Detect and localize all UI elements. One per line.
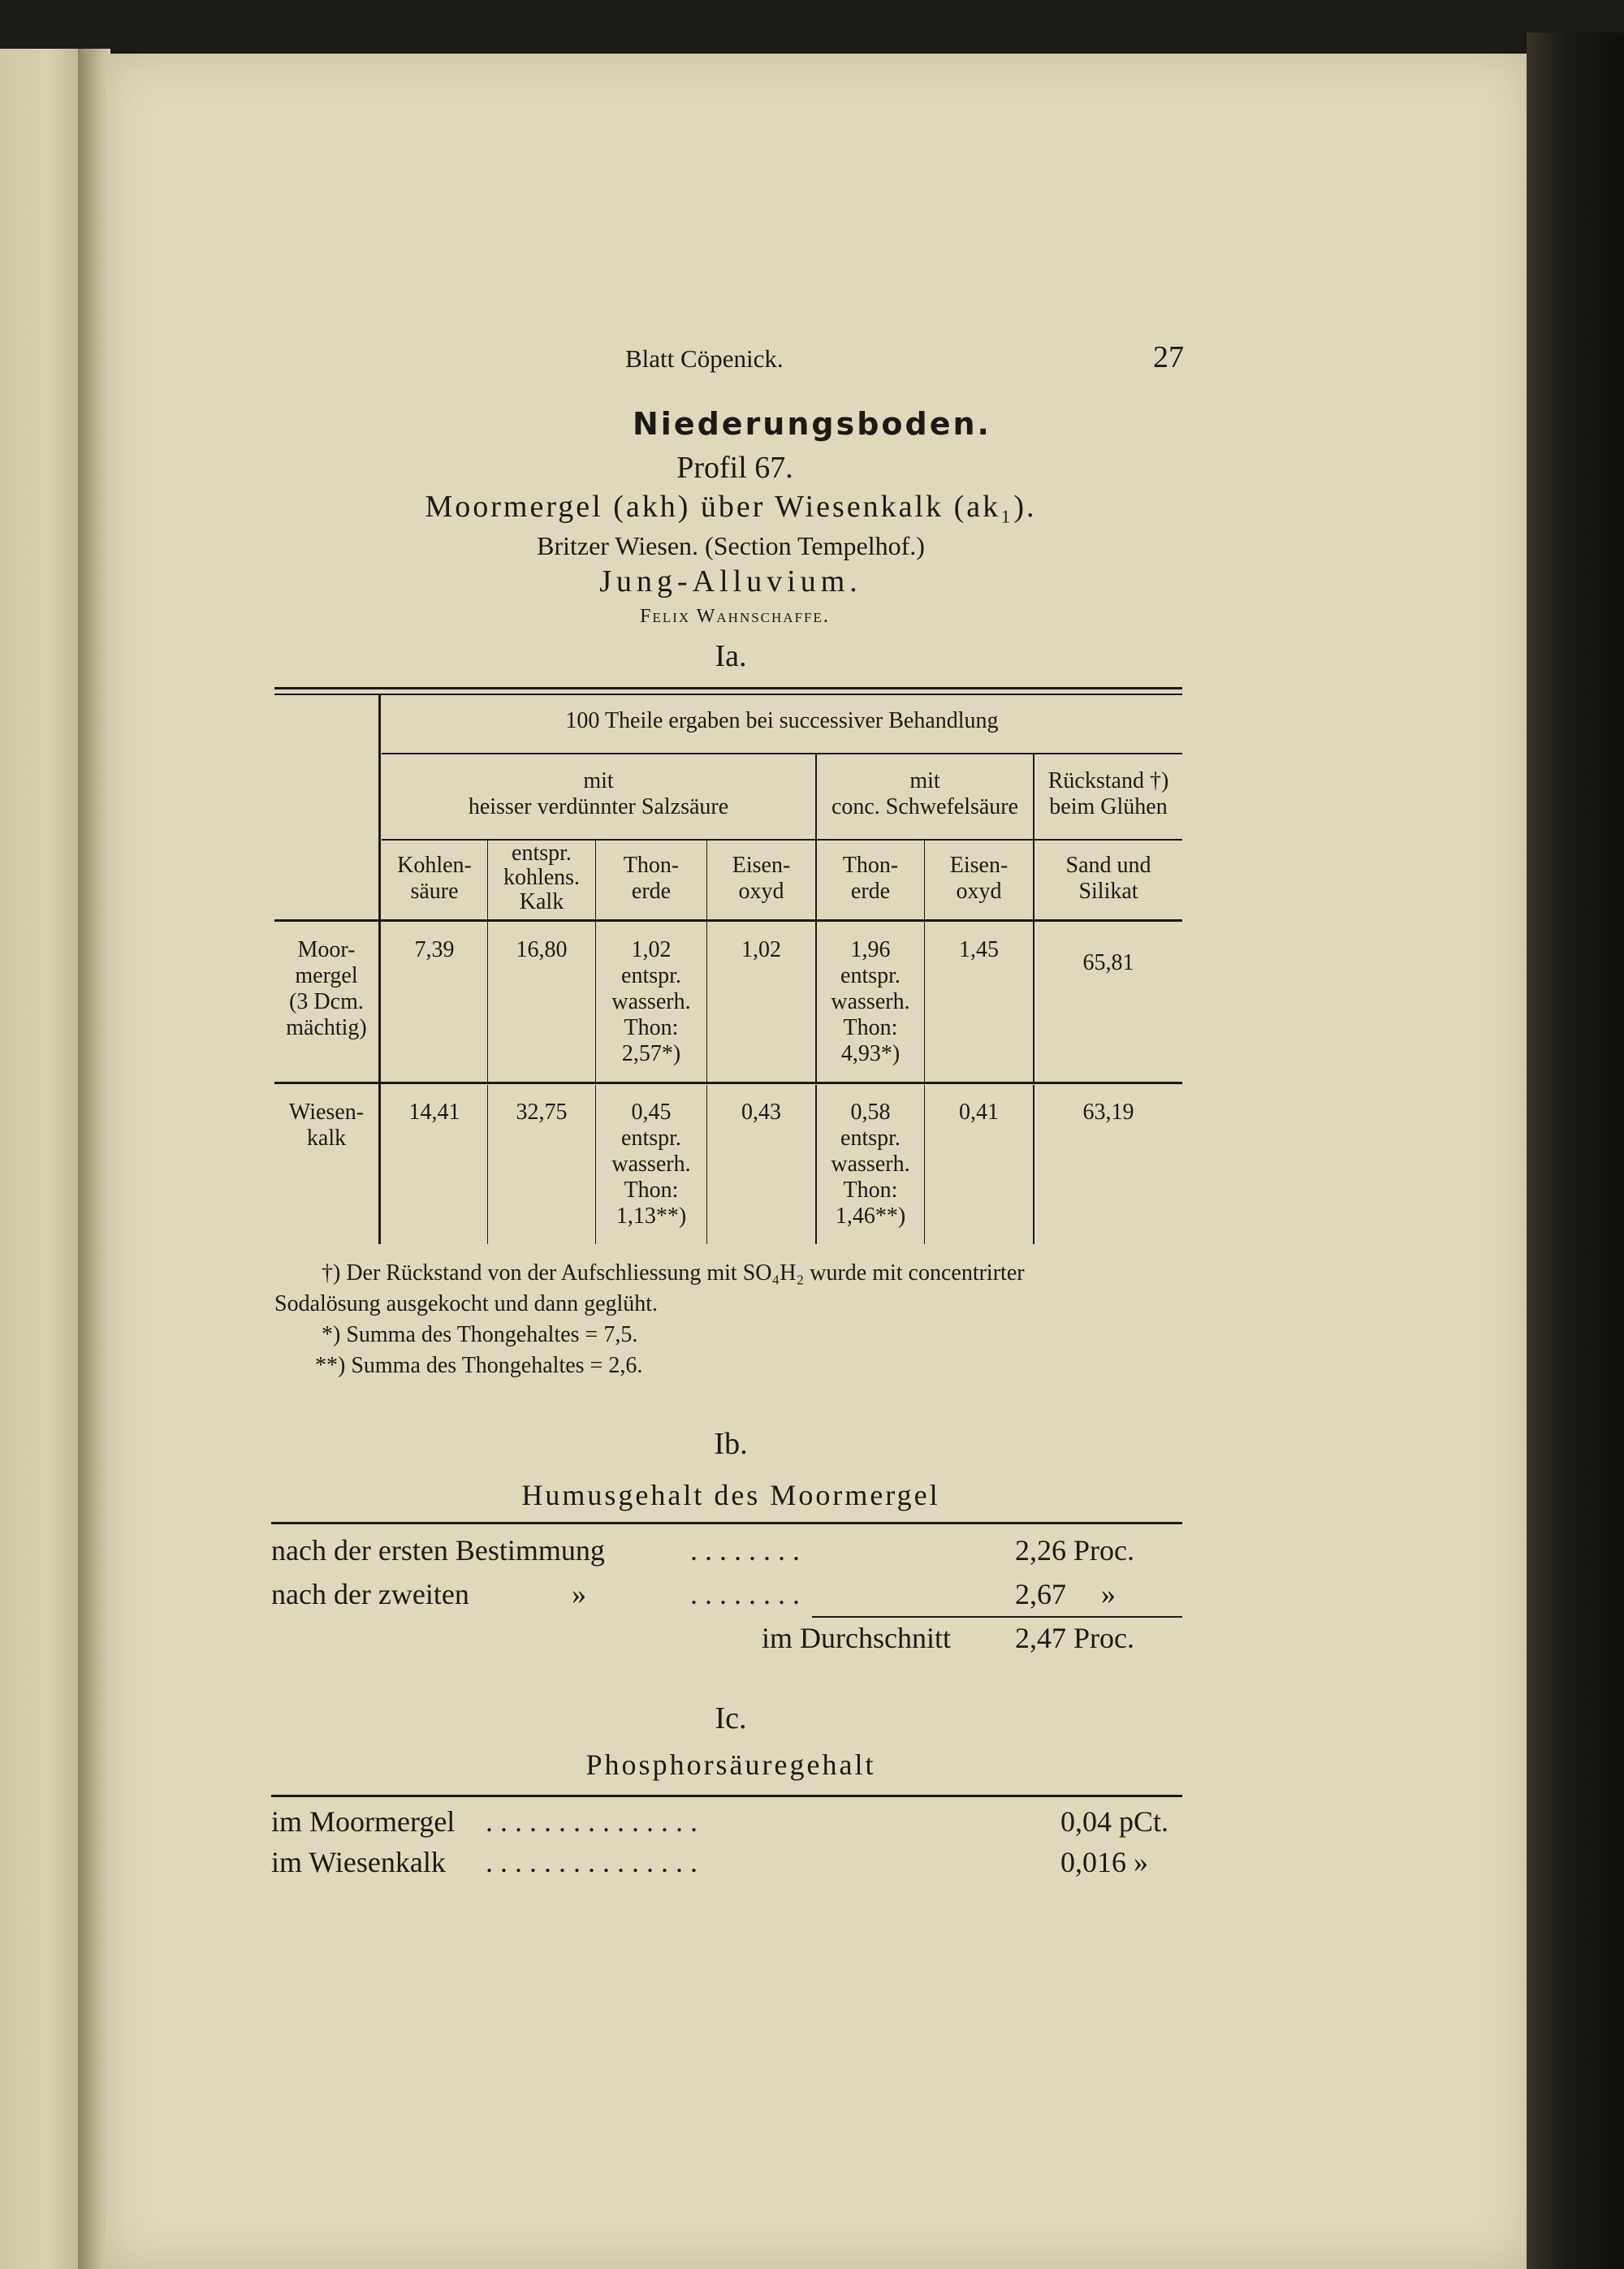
table-group-rueckstand-line1: Rückstand †) (1047, 768, 1169, 793)
running-head: Blatt Cöpenick. (625, 344, 784, 373)
table-group-salzsaeure-line2: heisser verdünnter Salzsäure (468, 794, 729, 819)
phosphor-moormergel-label: im Moormergel (271, 1805, 456, 1838)
cell-line: 1,96 (850, 937, 891, 962)
cell-line: 2,57*) (621, 1041, 681, 1066)
location-line: Britzer Wiesen. (Section Tempelhof.) (537, 531, 925, 560)
cell-line: wasserh. (611, 989, 691, 1014)
phosphor-wiesenkalk-dots: . . . . . . . . . . . . . . . (486, 1846, 698, 1878)
page-number: 27 (1153, 340, 1184, 374)
cell-line: 0,58 (850, 1100, 891, 1125)
book-page (106, 54, 1528, 2269)
phosphor-moormergel-value: 0,04 pCt. (1060, 1805, 1169, 1838)
humus-second-value: 2,67 (1015, 1578, 1066, 1610)
wiesenkalk-kohlensaeure: 14,41 (408, 1100, 460, 1125)
part-ib-label: Ib. (714, 1427, 748, 1461)
humus-average-value: 2,47 Proc. (1015, 1622, 1134, 1654)
column-header-line: Kalk (519, 889, 564, 914)
phosphor-rule-top (271, 1795, 1182, 1797)
wiesenkalk-sand-silikat: 63,19 (1082, 1100, 1134, 1125)
column-header-line: kohlens. (503, 865, 581, 890)
formation-line: Jung-Alluvium. (599, 564, 862, 599)
cell-line: Thon: (624, 1015, 679, 1040)
column-header-line: Kohlen- (397, 853, 472, 878)
column-header-line: oxyd (956, 879, 1002, 904)
table-group-salzsaeure-line1: mit (583, 768, 614, 793)
footnote-dagger-line2: Sodalösung ausgekocht und dann geglüht. (274, 1291, 659, 1316)
humus-first-label: nach der ersten Bestimmung (271, 1534, 605, 1567)
humus-rule-top (271, 1522, 1182, 1524)
cell-line: 0,45 (631, 1100, 672, 1125)
wiesenkalk-kalk: 32,75 (516, 1100, 568, 1125)
book-cover-edge (1527, 32, 1624, 2269)
wiesenkalk-eisenoxyd-schwefel: 0,41 (959, 1100, 999, 1125)
cell-line: 4,93*) (840, 1041, 901, 1066)
cell-line: wasserh. (831, 989, 910, 1014)
cell-line: entspr. (840, 1126, 901, 1151)
humus-second-ditto: » (572, 1578, 586, 1610)
row-label-line: kalk (306, 1126, 347, 1151)
moormergel-kalk: 16,80 (516, 937, 568, 962)
column-header-line: Sand und (1065, 853, 1151, 878)
phosphor-wiesenkalk-label: im Wiesenkalk (271, 1846, 446, 1878)
cell-line: Thon: (843, 1015, 898, 1040)
phosphor-moormergel-dots: . . . . . . . . . . . . . . . (486, 1805, 698, 1838)
moormergel-eisenoxyd-salz: 1,02 (741, 937, 781, 962)
row-label-line: (3 Dcm. (289, 989, 364, 1014)
row-label-line: Wiesen- (288, 1100, 365, 1125)
humus-average-label: im Durchschnitt (762, 1622, 951, 1654)
profile-layers: Moormergel (akh) über Wiesenkalk (ak₁). (425, 490, 1037, 524)
table-group-rueckstand-line2: beim Glühen (1049, 794, 1168, 819)
cell-line: Thon: (843, 1178, 898, 1203)
humus-second-unit: » (1101, 1578, 1116, 1610)
footnote-star: *) Summa des Thongehaltes = 7,5. (322, 1322, 638, 1347)
table-group-schwefelsaeure-line1: mit (909, 768, 940, 793)
column-header-line: Eisen- (949, 853, 1009, 878)
phosphor-wiesenkalk-value: 0,016 » (1060, 1846, 1148, 1878)
author-line: Felix Wahnschaffe. (640, 606, 830, 627)
profile-number: Profil 67. (676, 451, 793, 485)
cell-line: entspr. (621, 963, 681, 988)
column-header-line: erde (850, 879, 891, 904)
row-label-line: mächtig) (286, 1015, 367, 1040)
table-group-schwefelsaeure-line2: conc. Schwefelsäure (831, 794, 1019, 819)
humus-title: Humusgehalt des Moormergel (521, 1479, 940, 1511)
footnote-dagger-line1: †) Der Rückstand von der Aufschliessung mit SO₄H₂ wurde mit concentrirter (322, 1260, 1025, 1286)
cell-line: Thon: (624, 1178, 679, 1203)
cell-line: 1,13**) (615, 1204, 687, 1229)
row-label-line: Moor- (297, 937, 356, 962)
cell-line: wasserh. (611, 1152, 691, 1177)
part-ic-label: Ic. (715, 1701, 747, 1735)
humus-rule-sum (812, 1616, 1182, 1618)
cell-line: 1,46**) (835, 1204, 906, 1229)
section-title: Niederungsboden. (632, 406, 991, 442)
table-group-header: 100 Theile ergaben bei successiver Behandlung (565, 708, 999, 733)
humus-first-dots: . . . . . . . . (690, 1534, 800, 1567)
cell-line: wasserh. (831, 1152, 910, 1177)
cell-line: entspr. (621, 1126, 681, 1151)
phosphor-title: Phosphorsäuregehalt (585, 1748, 876, 1781)
left-page-edge (0, 49, 81, 2269)
column-header-line: erde (631, 879, 672, 904)
column-header-line: oxyd (738, 879, 784, 904)
column-header-line: säure (410, 879, 459, 904)
cell-line: 1,02 (631, 937, 672, 962)
humus-first-value: 2,26 Proc. (1015, 1534, 1134, 1567)
footnote-double-star: **) Summa des Thongehaltes = 2,6. (315, 1353, 643, 1378)
moormergel-sand-silikat: 65,81 (1082, 950, 1134, 975)
moormergel-eisenoxyd-schwefel: 1,45 (959, 937, 999, 962)
column-header-line: Eisen- (732, 853, 791, 878)
humus-second-label: nach der zweiten (271, 1578, 469, 1610)
column-header-line: Thon- (623, 853, 680, 878)
column-header-line: entspr. (512, 841, 572, 866)
moormergel-kohlensaeure: 7,39 (414, 937, 455, 962)
cell-line: entspr. (840, 963, 901, 988)
wiesenkalk-eisenoxyd-salz: 0,43 (741, 1100, 781, 1125)
row-label-line: mergel (295, 963, 358, 988)
column-header-line: Silikat (1078, 879, 1138, 904)
column-header-line: Thon- (842, 853, 899, 878)
part-ia-label: Ia. (715, 639, 747, 673)
humus-second-dots: . . . . . . . . (690, 1578, 800, 1610)
